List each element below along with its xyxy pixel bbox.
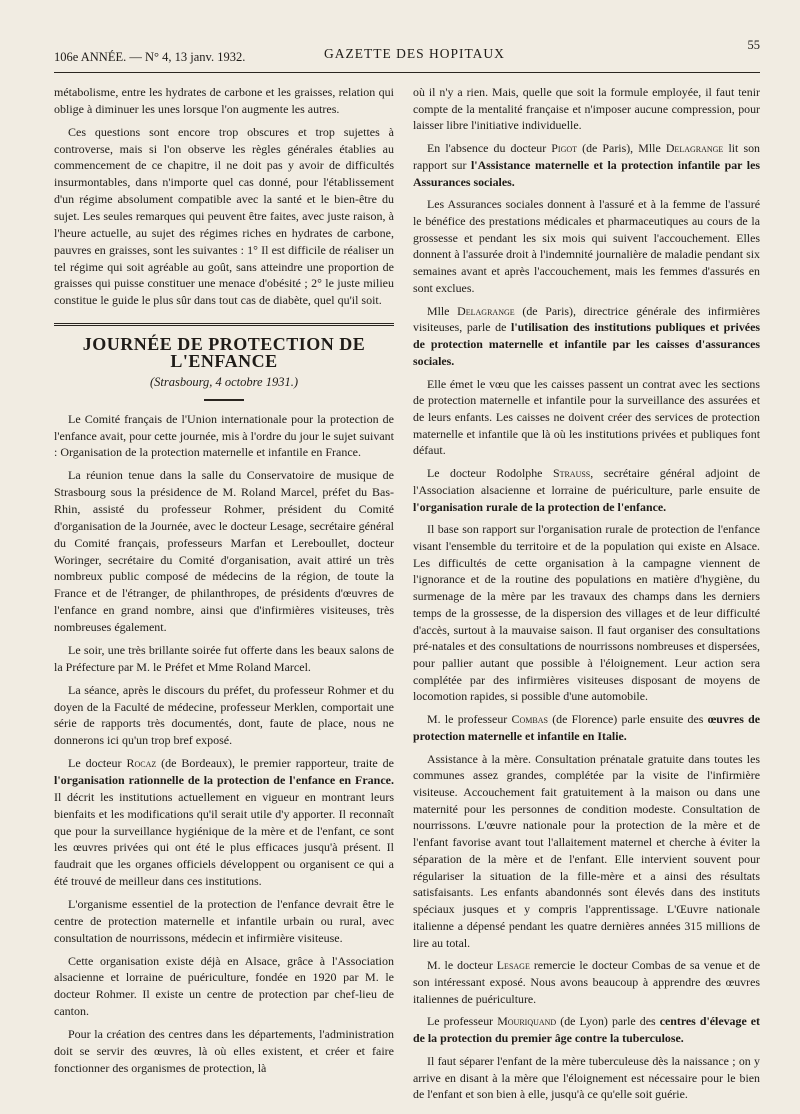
author-name: Strauss [552,466,591,481]
author-name: Delagrange [457,303,515,318]
paragraph: L'organisme essentiel de la protection de l'enfance devrait être le centre de protection maternelle et infantile urbain ou rural, avec consultation de nourrissons, médecin et infirmière visiteuse. [54,896,394,945]
text-run: Le docteur [68,756,127,771]
running-header [54,38,760,68]
author-name: Combas [511,712,548,727]
text-run: (de Paris), Mlle [577,141,666,156]
author-name: Rocaz [126,756,157,771]
text-run: En l'absence du docteur [427,141,552,156]
author-name: Lesage [496,958,530,973]
text-run: M. le professeur [427,712,512,727]
paragraph [413,140,760,190]
right-column [413,84,760,1109]
text-run: remercie le docteur Combas de sa venue et de son intéressant exposé. Nous avons beaucoup à apprendre des œuvres italiennes de puériculture. [413,958,760,1006]
paragraph: Ces questions sont encore trop obscures et trop sujettes à controverse, mais si l'on observe les règles générales établies au commencement de ce chapitre, il ne doit pas y avoir de difficultés insurmontables, dans n'importe quel cas donné, pour l'établissement d'un régime absolument compatible avec la santé et le bien-être du sujet. Les seules remarques qui peuvent être faites, avec juste raison, à l'heure actuelle, au sujet des régimes riches en hydrates de carbone, pauvres en graisses, sont les suivantes : 1° Il est difficile de réaliser un tel régime qui soit agréable au goût, sans atteindre une proportion de graisses qui puisse constituer une menace d'obésité ; 2° le juste milieu constitue le guide le plus sûr dans tout cas de diabète, quel qu'il soit. [54,124,394,308]
paragraph: Elle émet le vœu que les caisses passent un contrat avec les sections de protection maternelle et infantile pour la surveillance des assurées et de leurs enfants. Les caisses ne doivent créer des services de protection maternelle et infantile que là où les institutions privées et publiques font défaut. [413,376,760,458]
text-run: M. le docteur [427,958,497,973]
paragraph [413,465,760,515]
author-name: Pigot [551,141,578,156]
paragraph: Le Comité français de l'Union internationale pour la protection de l'enfance avait, pour cette journée, mis à l'ordre du jour le sujet suivant : Organisation de la protection maternelle et infantile en France. [54,411,394,460]
paragraph: Les Assurances sociales donnent à l'assuré et à la femme de l'assuré le bénéfice des prestations médicales et pharmaceutiques au cours de la grossesse et pendant les six mois qui suivent l'accouchement. Elles donnent à l'assurée droit à l'indemnité journalière de maladie pendant six semaines avant et après l'accouchement, mais les femmes d'assurés en sont exclues. [413,197,760,295]
paragraph [54,755,394,890]
text-run: Il décrit les institutions actuellement en vigueur en montrant leurs bienfaits et les modifications qu'il serait utile d'y apporter. Il reconnaît que pour la surveillance hygiénique de la mère et de l'enfant, ce sont les œuvres privées qui ont été le plus efficaces jusqu'à présent. Il faudrait que les organes officiels développent ou organisent ce qui a été trouvé de meilleur dans ces institutions. [54,789,394,889]
text-run: (de Bordeaux), le premier rapporteur, traite de [156,756,394,771]
report-title: l'organisation rationnelle de la protection de l'enfance en France. [54,772,394,787]
text-run: Le professeur [427,1014,498,1029]
text-run: , secrétaire général adjoint de l'Association alsacienne et lorraine de puériculture, parle ensuite de [413,466,761,497]
page-number: 55 [747,38,760,52]
journal-title: GAZETTE DES HOPITAUX [324,46,505,61]
paragraph: Il base son rapport sur l'organisation rurale de protection de l'enfance visant l'ensemble du territoire et de la population qui existe en Alsace. Les difficultés de cette organisation à la campagne viennent de l'ignorance et de la routine des populations en matière d'hygiène, du surmenage de la mère par les travaux des champs dans les derniers temps de la grossesse, de la dispersion des villages et de leur difficulté d'accès, surtout à la mauvaise saison. Il faut organiser des consultations pré-natales et des consultations de nourrissons nombreuses et dispersées, pour pallier autant que possible à l'éloignement. Leur action sera complétée par des infirmières visiteuses disposant de moyens de locomotion rapides, si possible d'une automobile. [413,522,760,704]
report-title: œuvres de protection maternelle et infantile en Italie. [413,712,760,743]
paragraph: La réunion tenue dans la salle du Conservatoire de musique de Strasbourg sous la présidence de M. Roland Marcel, préfet du Bas-Rhin, assisté du professeur Rohmer, président du Comité d'organisation de la Journée, avec le docteur Lesage, secrétaire général du Comité français, professeurs Marfan et Lereboullet, docteur Woringer, secrétaire du Comité d'organisation, avait attiré un très nombreux public composé de médecins de la région, de toute la France et de l'étranger, de philanthropes, de présidents d'œuvres de l'enfance en grand nombre, ainsi que d'infirmières visiteuses, très nombreuses également. [54,468,394,635]
author-name: Delagrange [665,141,724,156]
paragraph: Le soir, une très brillante soirée fut offerte dans les beaux salons de la Préfecture par M. le Préfet et Mme Roland Marcel. [54,642,394,674]
report-title: l'utilisation des institutions publiques et privées de protection maternelle et infantile par les caisses d'assurances sociales. [413,320,760,368]
section-title: JOURNÉE DE PROTECTION DE L'ENFANCE [82,334,366,372]
text-run: Le docteur Rodolphe [427,466,553,481]
title-rule [204,399,244,401]
paragraph [413,711,760,744]
paragraph [413,957,760,1007]
issue-info: 106e ANNÉE. — N° 4, 13 janv. 1932. [54,50,246,64]
paragraph: Cette organisation existe déjà en Alsace, grâce à l'Association alsacienne et lorraine de puériculture, fondée en 1920 par M. le docteur Rohmer. Il existe un centre de protection par chef-lieu de canton. [54,953,394,1019]
text-run: lit son rapport sur [413,141,760,172]
paragraph: Assistance à la mère. Consultation prénatale gratuite dans toutes les communes assez grandes, complétée par la visite de l'infirmière visiteuse. Accouchement fait gratuitement à la maison ou dans une maternité pour les personnes de condition modeste. Consultation de nourrissons. L'œuvre nationale pour la protection de la mère et de l'enfant favorise avant tout l'allaitement maternel et cherche à éviter la séparation de la mère et de l'enfant. Elle intervient souvent pour régulariser la situation de la fille-mère et a ainsi des résultats satisfaisants. Les enfants abandonnés sont élevés dans des instituts spéciaux jusques et y compris l'apprentissage. L'Œuvre nationale italienne a dépensé pendant les quatre dernières années 315 millions de lire au total. [413,751,760,950]
paragraph: où il n'y a rien. Mais, quelle que soit la formule employée, il faut tenir compte de la mentalité française et n'imposer aucune compression, pour laisser libre l'initiative individuelle. [413,85,760,133]
paragraph: Pour la création des centres dans les départements, l'administration doit se servir des œuvres, là où elles existent, et créer et faire fonctionner des organismes de protection, là [54,1026,394,1075]
report-title: l'Assistance maternelle et la protection infantile par les Assurances sociales. [413,157,760,189]
text-run: (de Florence) parle ensuite des [547,712,708,727]
paragraph: Il faut séparer l'enfant de la mère tuberculeuse dès la naissance ; on y arrive en disant à la mère que l'éloignement est nécessaire pour le bien de l'enfant et son bien à elle, jusqu'à ce qu'elle soit guérie. [413,1053,760,1102]
paragraph: La séance, après le discours du préfet, du professeur Rohmer et du doyen de la Faculté de médecine, professeur Merklen, comportait une série de rapports très documentés, dont, faute de place, nous ne donnerons ici qu'un trop bref exposé. [54,682,394,748]
author-name: Mouriquand [497,1014,557,1029]
section-subtitle: (Strasbourg, 4 octobre 1931.) [149,374,299,389]
text-run: (de Lyon) parle des [556,1014,660,1029]
left-column [54,84,394,1083]
paragraph [413,1013,760,1046]
paragraph [413,303,760,370]
report-title: centres d'élevage et de la protection du premier âge contre la tuberculose. [413,1014,761,1046]
header-rule [54,72,760,73]
text-run: Mlle [427,303,458,318]
paragraph: métabolisme, entre les hydrates de carbone et les graisses, relation qui oblige à diminuer les unes lorsque l'on augmente les autres. [54,85,394,116]
report-title: l'organisation rurale de la protection de l'enfance. [413,499,667,514]
section-rule [54,323,394,326]
text-run: (de Paris), directrice générale des infirmières visiteuses, parle de [413,303,760,335]
